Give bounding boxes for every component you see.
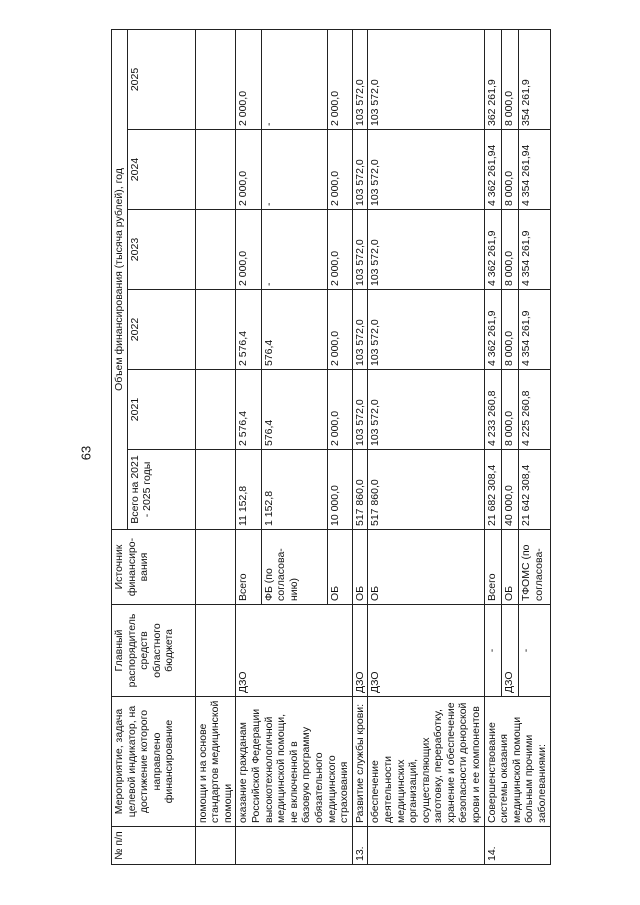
cell-value: 517 860,0 [368, 450, 484, 530]
cell-value: 4 354 261,94 [519, 130, 550, 210]
cell-source [195, 530, 236, 605]
cell-value: 4 233 260,8 [484, 370, 501, 450]
cell-activity: оказание гражданам Российской Федерации высокотехнологичной медицинской помощи, не включенной в базовую программу обязательного медицинского страхования [236, 697, 352, 827]
cell-value: 21 642 308,4 [519, 450, 550, 530]
cell-value [195, 29, 236, 129]
cell-no [236, 827, 352, 865]
header-year: 2025 [127, 29, 195, 129]
table-row [368, 29, 484, 864]
header-row-1 [112, 29, 128, 864]
cell-value: 4 362 261,9 [484, 290, 501, 370]
cell-value: 103 572,0 [368, 29, 484, 129]
cell-value: - [261, 29, 327, 129]
cell-activity: Развитие службы крови: [352, 697, 368, 827]
table-row [352, 29, 368, 864]
cell-value: 103 572,0 [368, 290, 484, 370]
cell-value: - [261, 210, 327, 290]
cell-value: 103 572,0 [352, 29, 368, 129]
cell-activity: обеспечение деятельности медицинских организаций, осуществляющих заготовку, переработку, хранение и обеспечение безопасности донорской крови и ее компонентов [368, 697, 484, 827]
cell-value: 2 000,0 [327, 29, 352, 129]
header-year: 2022 [127, 290, 195, 370]
header-year: 2021 [127, 370, 195, 450]
cell-value: 103 572,0 [368, 130, 484, 210]
cell-value [195, 130, 236, 210]
cell-value: 2 000,0 [236, 130, 261, 210]
cell-value: 8 000,0 [501, 290, 518, 370]
header-no: № п/п [112, 827, 196, 865]
cell-value: 11 152,8 [236, 450, 261, 530]
cell-activity: помощи и на основе стандартов медицинской помощи [195, 697, 236, 827]
cell-value: 354 261,9 [519, 29, 550, 129]
cell-value: 4 362 261,9 [484, 210, 501, 290]
cell-value: 2 000,0 [236, 210, 261, 290]
cell-source: Всего [236, 530, 261, 605]
cell-value: 40 000,0 [501, 450, 518, 530]
cell-value [195, 210, 236, 290]
cell-value: 103 572,0 [368, 210, 484, 290]
header-year: 2024 [127, 130, 195, 210]
cell-value: 2 576,4 [236, 290, 261, 370]
table-row [484, 29, 501, 864]
cell-value: 8 000,0 [501, 29, 518, 129]
cell-value: 517 860,0 [352, 450, 368, 530]
cell-value: 2 000,0 [236, 29, 261, 129]
cell-source: ТФОМС (по согласова- [519, 530, 550, 605]
cell-value: 21 682 308,4 [484, 450, 501, 530]
cell-value: 10 000,0 [327, 450, 352, 530]
cell-value: 103 572,0 [352, 290, 368, 370]
cell-no [195, 827, 236, 865]
cell-admin: ДЗО [236, 605, 352, 697]
cell-value: - [261, 130, 327, 210]
cell-value: 2 576,4 [236, 370, 261, 450]
table-row [195, 29, 236, 864]
cell-value: 103 572,0 [368, 370, 484, 450]
cell-source: ОБ [352, 530, 368, 605]
cell-value: 103 572,0 [352, 210, 368, 290]
cell-source: ОБ [368, 530, 484, 605]
cell-source: ОБ [327, 530, 352, 605]
cell-value: 2 000,0 [327, 290, 352, 370]
cell-value: 8 000,0 [501, 210, 518, 290]
cell-no: 14. [484, 827, 550, 865]
cell-admin: ДЗО [501, 605, 518, 697]
cell-source: ФБ (по согласова-нию) [261, 530, 327, 605]
cell-value: 2 000,0 [327, 210, 352, 290]
header-source: Источник финансиро-вания [112, 530, 196, 605]
cell-value: 4 354 261,9 [519, 210, 550, 290]
page-number: 63 [78, 445, 94, 461]
header-year: 2023 [127, 210, 195, 290]
cell-value: 576,4 [261, 290, 327, 370]
table-row [236, 29, 261, 864]
cell-value: 4 225 260,8 [519, 370, 550, 450]
cell-value: 8 000,0 [501, 370, 518, 450]
cell-no: 13. [352, 827, 368, 865]
header-volume: Объем финансирования (тысяча рублей), год [112, 29, 128, 529]
cell-admin: - [519, 605, 550, 697]
header-total: Всего на 2021 - 2025 годы [127, 450, 195, 530]
financing-table [111, 29, 551, 865]
cell-value: 4 354 261,9 [519, 290, 550, 370]
header-admin: Главный распорядитель средств областного бюджета [112, 605, 196, 697]
cell-value: 362 261,9 [484, 29, 501, 129]
cell-value: 2 000,0 [327, 370, 352, 450]
cell-source: ОБ [501, 530, 518, 605]
cell-no [368, 827, 484, 865]
cell-admin: - [484, 605, 501, 697]
cell-activity: Совершенствование системы оказания медицинской помощи больным прочими заболеваниями: [484, 697, 550, 827]
header-activity: Мероприятие, задача целевой индикатор, на достижение которого направлено финансирование [112, 697, 196, 827]
cell-value: 103 572,0 [352, 130, 368, 210]
cell-value [195, 290, 236, 370]
cell-value: 576,4 [261, 370, 327, 450]
cell-value: 4 362 261,94 [484, 130, 501, 210]
cell-admin: ДЗО [368, 605, 484, 697]
cell-source: Всего [484, 530, 501, 605]
cell-admin: ДЗО [352, 605, 368, 697]
cell-value: 103 572,0 [352, 370, 368, 450]
rotated-page [111, 30, 581, 865]
cell-value: 8 000,0 [501, 130, 518, 210]
cell-admin [195, 605, 236, 697]
cell-value [195, 450, 236, 530]
cell-value: 1 152,8 [261, 450, 327, 530]
cell-value [195, 370, 236, 450]
cell-value: 2 000,0 [327, 130, 352, 210]
